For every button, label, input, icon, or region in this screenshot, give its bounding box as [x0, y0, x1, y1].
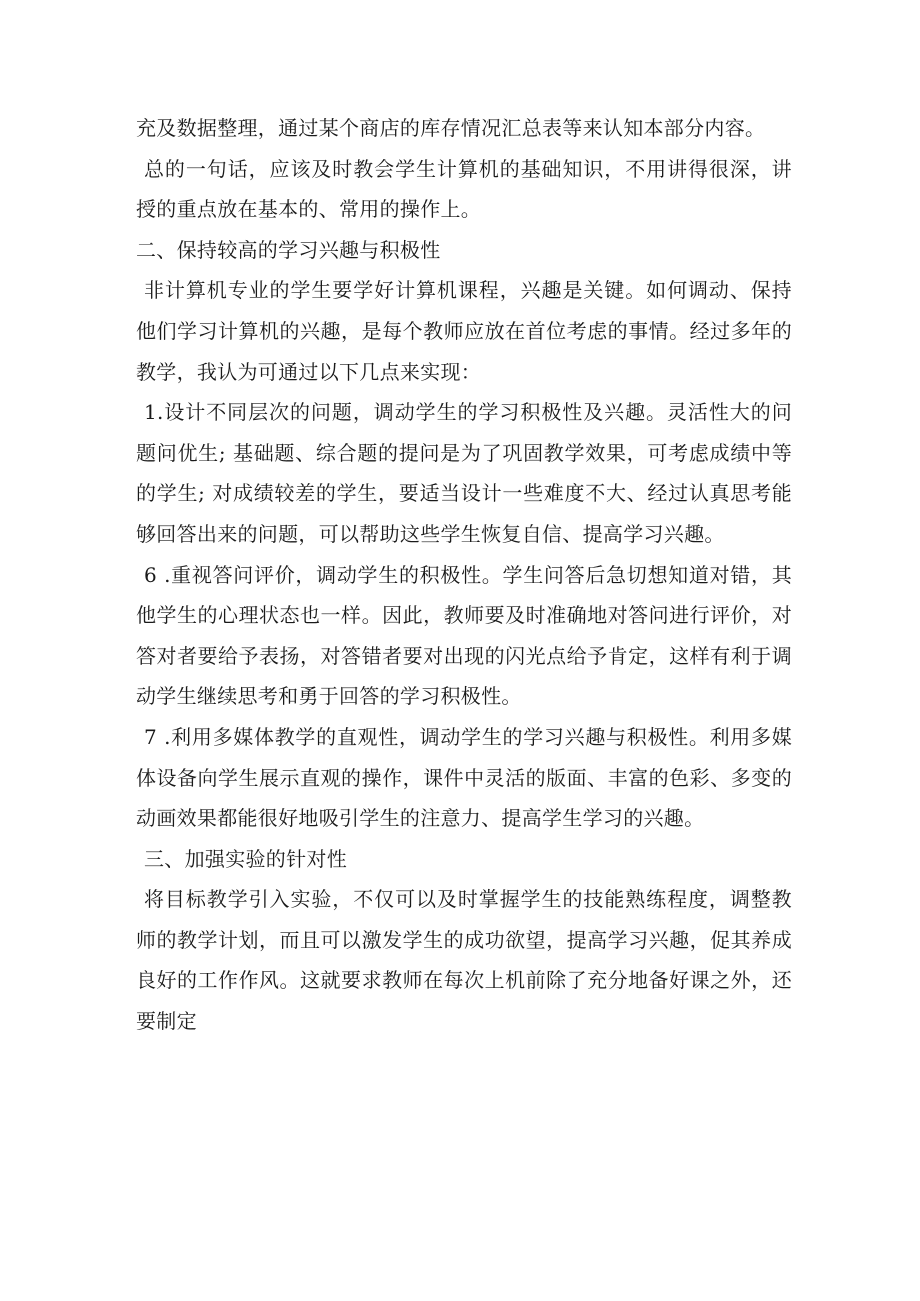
- document-body: [136, 108, 792, 1042]
- section-heading-2: 二、保持较高的学习兴趣与积极性: [136, 237, 441, 262]
- paragraph-point-7: 7 .利用多媒体教学的直观性，调动学生的学习兴趣与积极性。利用多媒体设备向学生展示直观的操作，课件中灵活的版面、丰富的色彩、多变的动画效果都能很好地吸引学生的注意力、提高学生学习的兴趣。: [136, 724, 792, 831]
- paragraph-experiment: 将目标教学引入实验，不仅可以及时掌握学生的技能熟练程度，调整教师的教学计划，而且可以激发学生的成功欲望，提高学习兴趣，促其养成良好的工作作风。这就要求教师在每次上机前除了充分地备好课之外，还要制定: [136, 887, 792, 1034]
- section-heading-3: 三、加强实验的针对性: [144, 846, 347, 871]
- paragraph-point-6: 6 .重视答问评价，调动学生的积极性。学生问答后急切想知道对错，其他学生的心理状态也一样。因此，教师要及时准确地对答问进行评价，对答对者要给予表扬，对答错者要对出现的闪光点给予肯定，这样有利于调动学生继续思考和勇于回答的学习积极性。: [136, 562, 792, 709]
- paragraph-interest-intro: 非计算机专业的学生要学好计算机课程，兴趣是关键。如何调动、保持他们学习计算机的兴趣，是每个教师应放在首位考虑的事情。经过多年的教学，我认为可通过以下几点来实现：: [136, 278, 792, 384]
- paragraph-continuation: 充及数据整理，通过某个商店的库存情况汇总表等来认知本部分内容。: [136, 116, 766, 140]
- paragraph-point-1: 1.设计不同层次的问题，调动学生的学习积极性及兴趣。灵活性大的问题问优生; 基础题、综合题的提问是为了巩固教学效果，可考虑成绩中等的学生; 对成绩较差的学生，要适当设计一些难度不大、经过认真思考能够回答出来的问题，可以帮助这些学生恢复自信、提高学习兴趣。: [136, 400, 792, 546]
- paragraph-summary: 总的一句话，应该及时教会学生计算机的基础知识，不用讲得很深，讲授的重点放在基本的、常用的操作上。: [136, 156, 792, 222]
